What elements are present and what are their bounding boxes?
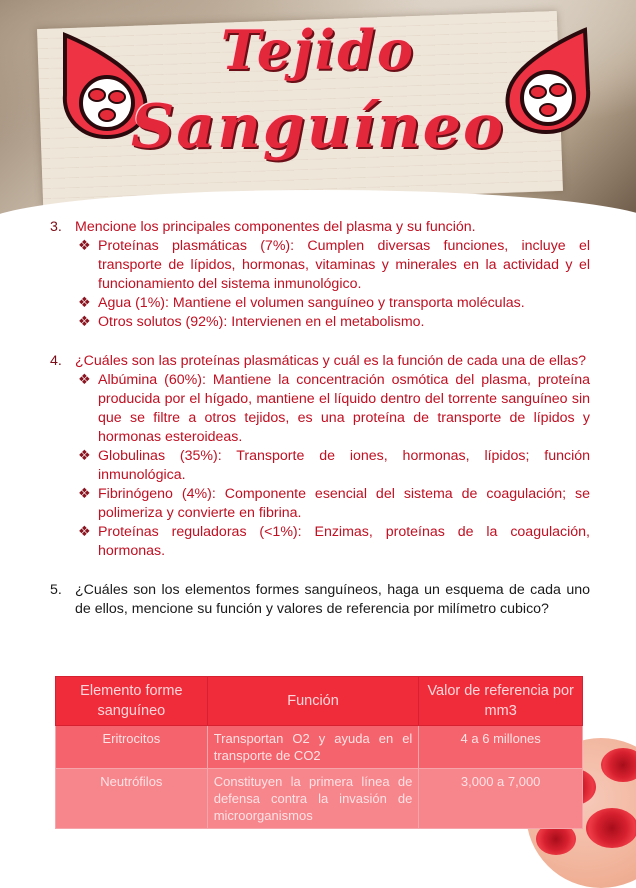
question-number: 4. [50,353,62,369]
question-5 [50,581,590,619]
answer-list [78,371,590,561]
table-header-cell: Valor de referencia por mm3 [419,677,583,726]
red-cell-icon [601,748,636,782]
table-cell: Eritrocitos [56,726,208,769]
answer-list [78,237,590,332]
diamond-bullet-icon: ❖ [78,486,91,502]
list-item [78,313,590,332]
table-cell: 3,000 a 7,000 [419,769,583,829]
list-item-text: Agua (1%): Mantiene el volumen sanguíneo y transporta moléculas. [98,295,525,311]
question-text: ¿Cuáles son los elementos formes sanguíneos, haga un esquema de cada uno de ellos, mencione su función y valores de referencia por milímetro cubico? [75,582,590,617]
list-item [78,294,590,313]
diamond-bullet-icon: ❖ [78,314,91,330]
page-title-line-2: Sanguíneo [130,92,505,162]
question-text: ¿Cuáles son las proteínas plasmáticas y cuál es la función de cada una de ellas? [75,353,587,369]
question-3 [50,218,590,237]
diamond-bullet-icon: ❖ [78,448,91,464]
list-item-text: Albúmina (60%): Mantiene la concentración osmótica del plasma, proteína producida por el hígado, mantiene el líquido dentro del torrente sanguíneo sin que se filtre a otros tejidos, es una proteína de transporte de lípidos y hormonas esteroideas. [98,372,590,445]
table-row [56,769,583,829]
table-header-row [56,677,583,726]
list-item-text: Fibrinógeno (4%): Componente esencial del sistema de coagulación; se polimeriza y convierte en fibrina. [98,486,590,521]
list-item [78,485,590,523]
diamond-bullet-icon: ❖ [78,372,91,388]
question-text: Mencione los principales componentes del plasma y su función. [75,219,476,235]
list-item-text: Proteínas reguladoras (<1%): Enzimas, proteínas de la coagulación, hormonas. [98,524,590,559]
table-header-cell: Elemento forme sanguíneo [56,677,208,726]
table-row [56,726,583,769]
list-item-text: Proteínas plasmáticas (7%): Cumplen diversas funciones, incluye el transporte de lípidos, hormonas, vitaminas y minerales en la actividad y el funcionamiento del sistema inmunológico. [98,238,590,292]
table-cell: Constituyen la primera línea de defensa contra la invasión de microorganismos [207,769,419,829]
list-item-text: Globulinas (35%): Transporte de iones, hormonas, lípidos; función inmunológica. [98,448,590,483]
question-number: 3. [50,219,62,235]
list-item [78,447,590,485]
question-4 [50,352,590,371]
page-title-line-1: Tejido [220,18,416,82]
blood-elements-table [55,676,583,829]
diamond-bullet-icon: ❖ [78,295,91,311]
red-cell-icon [586,808,636,848]
header-banner [0,0,636,215]
table-header-cell: Función [207,677,419,726]
diamond-bullet-icon: ❖ [78,524,91,540]
list-item [78,371,590,447]
question-number: 5. [50,582,62,598]
table-cell: Neutrófilos [56,769,208,829]
table-cell: Transportan O2 y ayuda en el transporte de CO2 [207,726,419,769]
list-item [78,237,590,294]
table-cell: 4 a 6 millones [419,726,583,769]
diamond-bullet-icon: ❖ [78,238,91,254]
list-item-text: Otros solutos (92%): Intervienen en el metabolismo. [98,314,425,330]
list-item [78,523,590,561]
document-body [50,218,590,619]
